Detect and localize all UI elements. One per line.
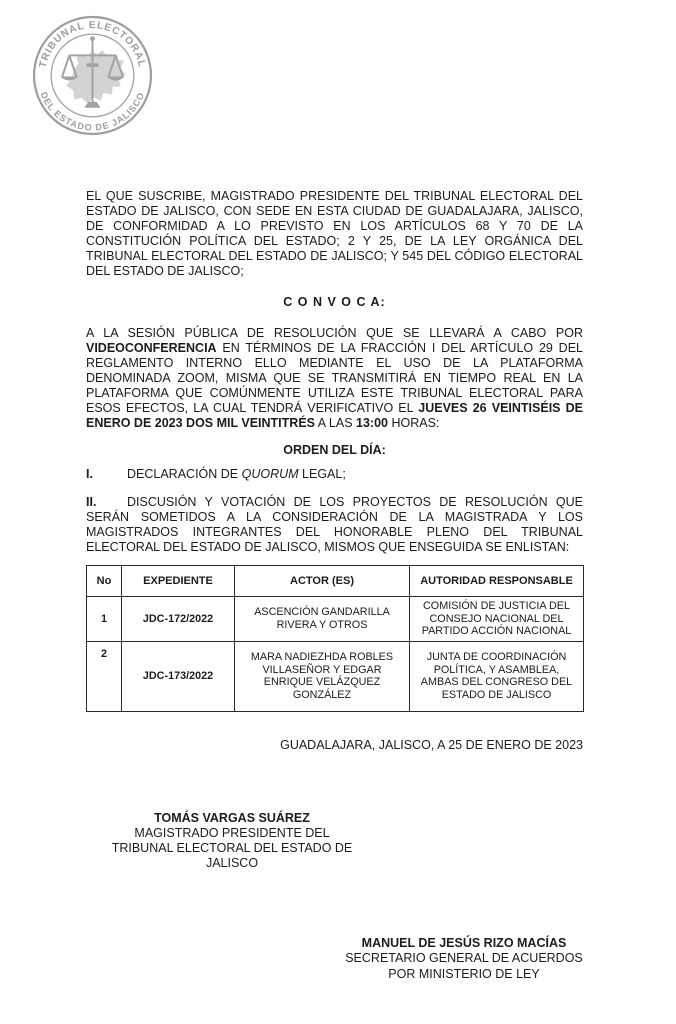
agenda-item-2-numeral: II. [86, 495, 97, 509]
case-1-number: 1 [87, 597, 122, 642]
videoconferencia-emphasis: VIDEOCONFERENCIA [86, 341, 217, 355]
secretary-name: MANUEL DE JESÚS RIZO MACÍAS [361, 935, 567, 950]
dateline: GUADALAJARA, JALISCO, A 25 DE ENERO DE 2023 [280, 737, 583, 752]
case-2-number: 2 [87, 641, 122, 711]
secretary-title-line1: SECRETARIO GENERAL DE ACUERDOS [345, 951, 583, 965]
case-1-actor: ASCENCIÓN GANDARILLA RIVERA Y OTROS [235, 597, 410, 642]
agenda-item-2 [86, 495, 583, 555]
session-text-3: A LAS [315, 416, 357, 430]
case-1-autoridad: COMISIÓN DE JUSTICIA DEL CONSEJO NACIONAL DEL PARTIDO ACCIÓN NACIONAL [410, 597, 584, 642]
agenda-item-2-text: DISCUSIÓN Y VOTACIÓN DE LOS PROYECTOS DE RESOLUCIÓN QUE SERÁN SOMETIDOS A LA CONSIDERACIÓN DE LA MAGISTRADA Y LOS MAGISTRADOS INTEGRANTES DEL HONORABLE PLENO DEL TRIBUNAL ELECTORAL DEL ESTADO DE JALISCO, MISMOS QUE ENSEGUIDA SE ENLISTAN: [86, 495, 583, 554]
col-header-expediente: EXPEDIENTE [122, 566, 235, 597]
agenda-item-1-text-post: LEGAL; [298, 467, 346, 481]
session-time-emphasis: 13:00 [356, 416, 388, 430]
agenda-item-1 [86, 467, 583, 482]
quorum-italic: QUORUM [241, 467, 299, 481]
orden-del-dia-heading: ORDEN DEL DÍA: [283, 443, 386, 457]
president-title-line2: TRIBUNAL ELECTORAL DEL ESTADO DE JALISCO [111, 840, 353, 870]
session-paragraph [86, 326, 583, 431]
seal-top-text: TRIBUNAL ELECTORAL [37, 20, 148, 69]
secretary-title-line2: POR MINISTERIO DE LEY [388, 966, 540, 981]
table-header-row [87, 566, 584, 597]
table-row [87, 641, 584, 711]
secretary-signature-block [344, 936, 584, 983]
table-row [87, 597, 584, 642]
seal-bottom-text: DEL ESTADO DE JALISCO [38, 90, 147, 133]
col-header-no: No [87, 566, 122, 597]
intro-paragraph: EL QUE SUSCRIBE, MAGISTRADO PRESIDENTE DEL TRIBUNAL ELECTORAL DEL ESTADO DE JALISCO, CON SEDE EN ESTA CIUDAD DE GUADALAJARA, JALISCO, DE CONFORMIDAD A LO PREVISTO EN LOS ARTÍCULOS 68 Y 70 DE LA CONSTITUCIÓN POLÍTICA DEL ESTADO; 2 Y 25, DE LA LEY ORGÁNICA DEL TRIBUNAL ELECTORAL DEL ESTADO DE JALISCO; Y 545 DEL CÓDIGO ELECTORAL DEL ESTADO DE JALISCO; [86, 189, 583, 278]
agenda-item-1-text-pre: DECLARACIÓN DE [127, 467, 242, 481]
case-1-expediente: JDC-172/2022 [122, 597, 235, 642]
president-name: TOMÁS VARGAS SUÁREZ [154, 810, 310, 825]
case-2-actor: MARA NADIEZHDA ROBLES VILLASEÑOR Y EDGAR ENRIQUE VELÁZQUEZ GONZÁLEZ [235, 641, 410, 711]
president-title-line1: MAGISTRADO PRESIDENTE DEL [134, 825, 330, 840]
agenda-item-1-numeral: I. [86, 467, 93, 481]
cases-table [86, 565, 584, 712]
document-body [86, 0, 583, 982]
case-2-autoridad: JUNTA DE COORDINACIÓN POLÍTICA, Y ASAMBLEA, AMBAS DEL CONGRESO DEL ESTADO DE JALISCO [410, 641, 584, 711]
session-text-2: EN TÉRMINOS DE LA FRACCIÓN I DEL ARTÍCULO 29 DEL REGLAMENTO INTERNO ELLO MEDIANTE EL USO DE LA PLATAFORMA DENOMINADA ZOOM, MISMA QUE SE TRANSMITIRÁ EN TIEMPO REAL EN LA PLATAFORMA QUE COMÚNMENTE UTILIZA ESTE TRIBUNAL ELECTORAL PARA ESOS EFECTOS, LA CUAL TENDRÁ VERIFICATIVO EL [86, 341, 583, 415]
col-header-actor: ACTOR (ES) [235, 566, 410, 597]
convoca-heading: C O N V O C A: [283, 295, 386, 309]
president-signature-block [86, 811, 378, 871]
session-date-emphasis: JUEVES 26 VEINTISÉIS DE ENERO DE 2023 DOS MIL VEINTITRÉS [86, 401, 583, 430]
session-text-1: A LA SESIÓN PÚBLICA DE RESOLUCIÓN QUE SE LLEVARÁ A CABO POR [86, 326, 583, 340]
case-2-expediente: JDC-173/2022 [122, 641, 235, 711]
session-text-4: HORAS: [388, 416, 440, 430]
col-header-autoridad: AUTORIDAD RESPONSABLE [410, 566, 584, 597]
